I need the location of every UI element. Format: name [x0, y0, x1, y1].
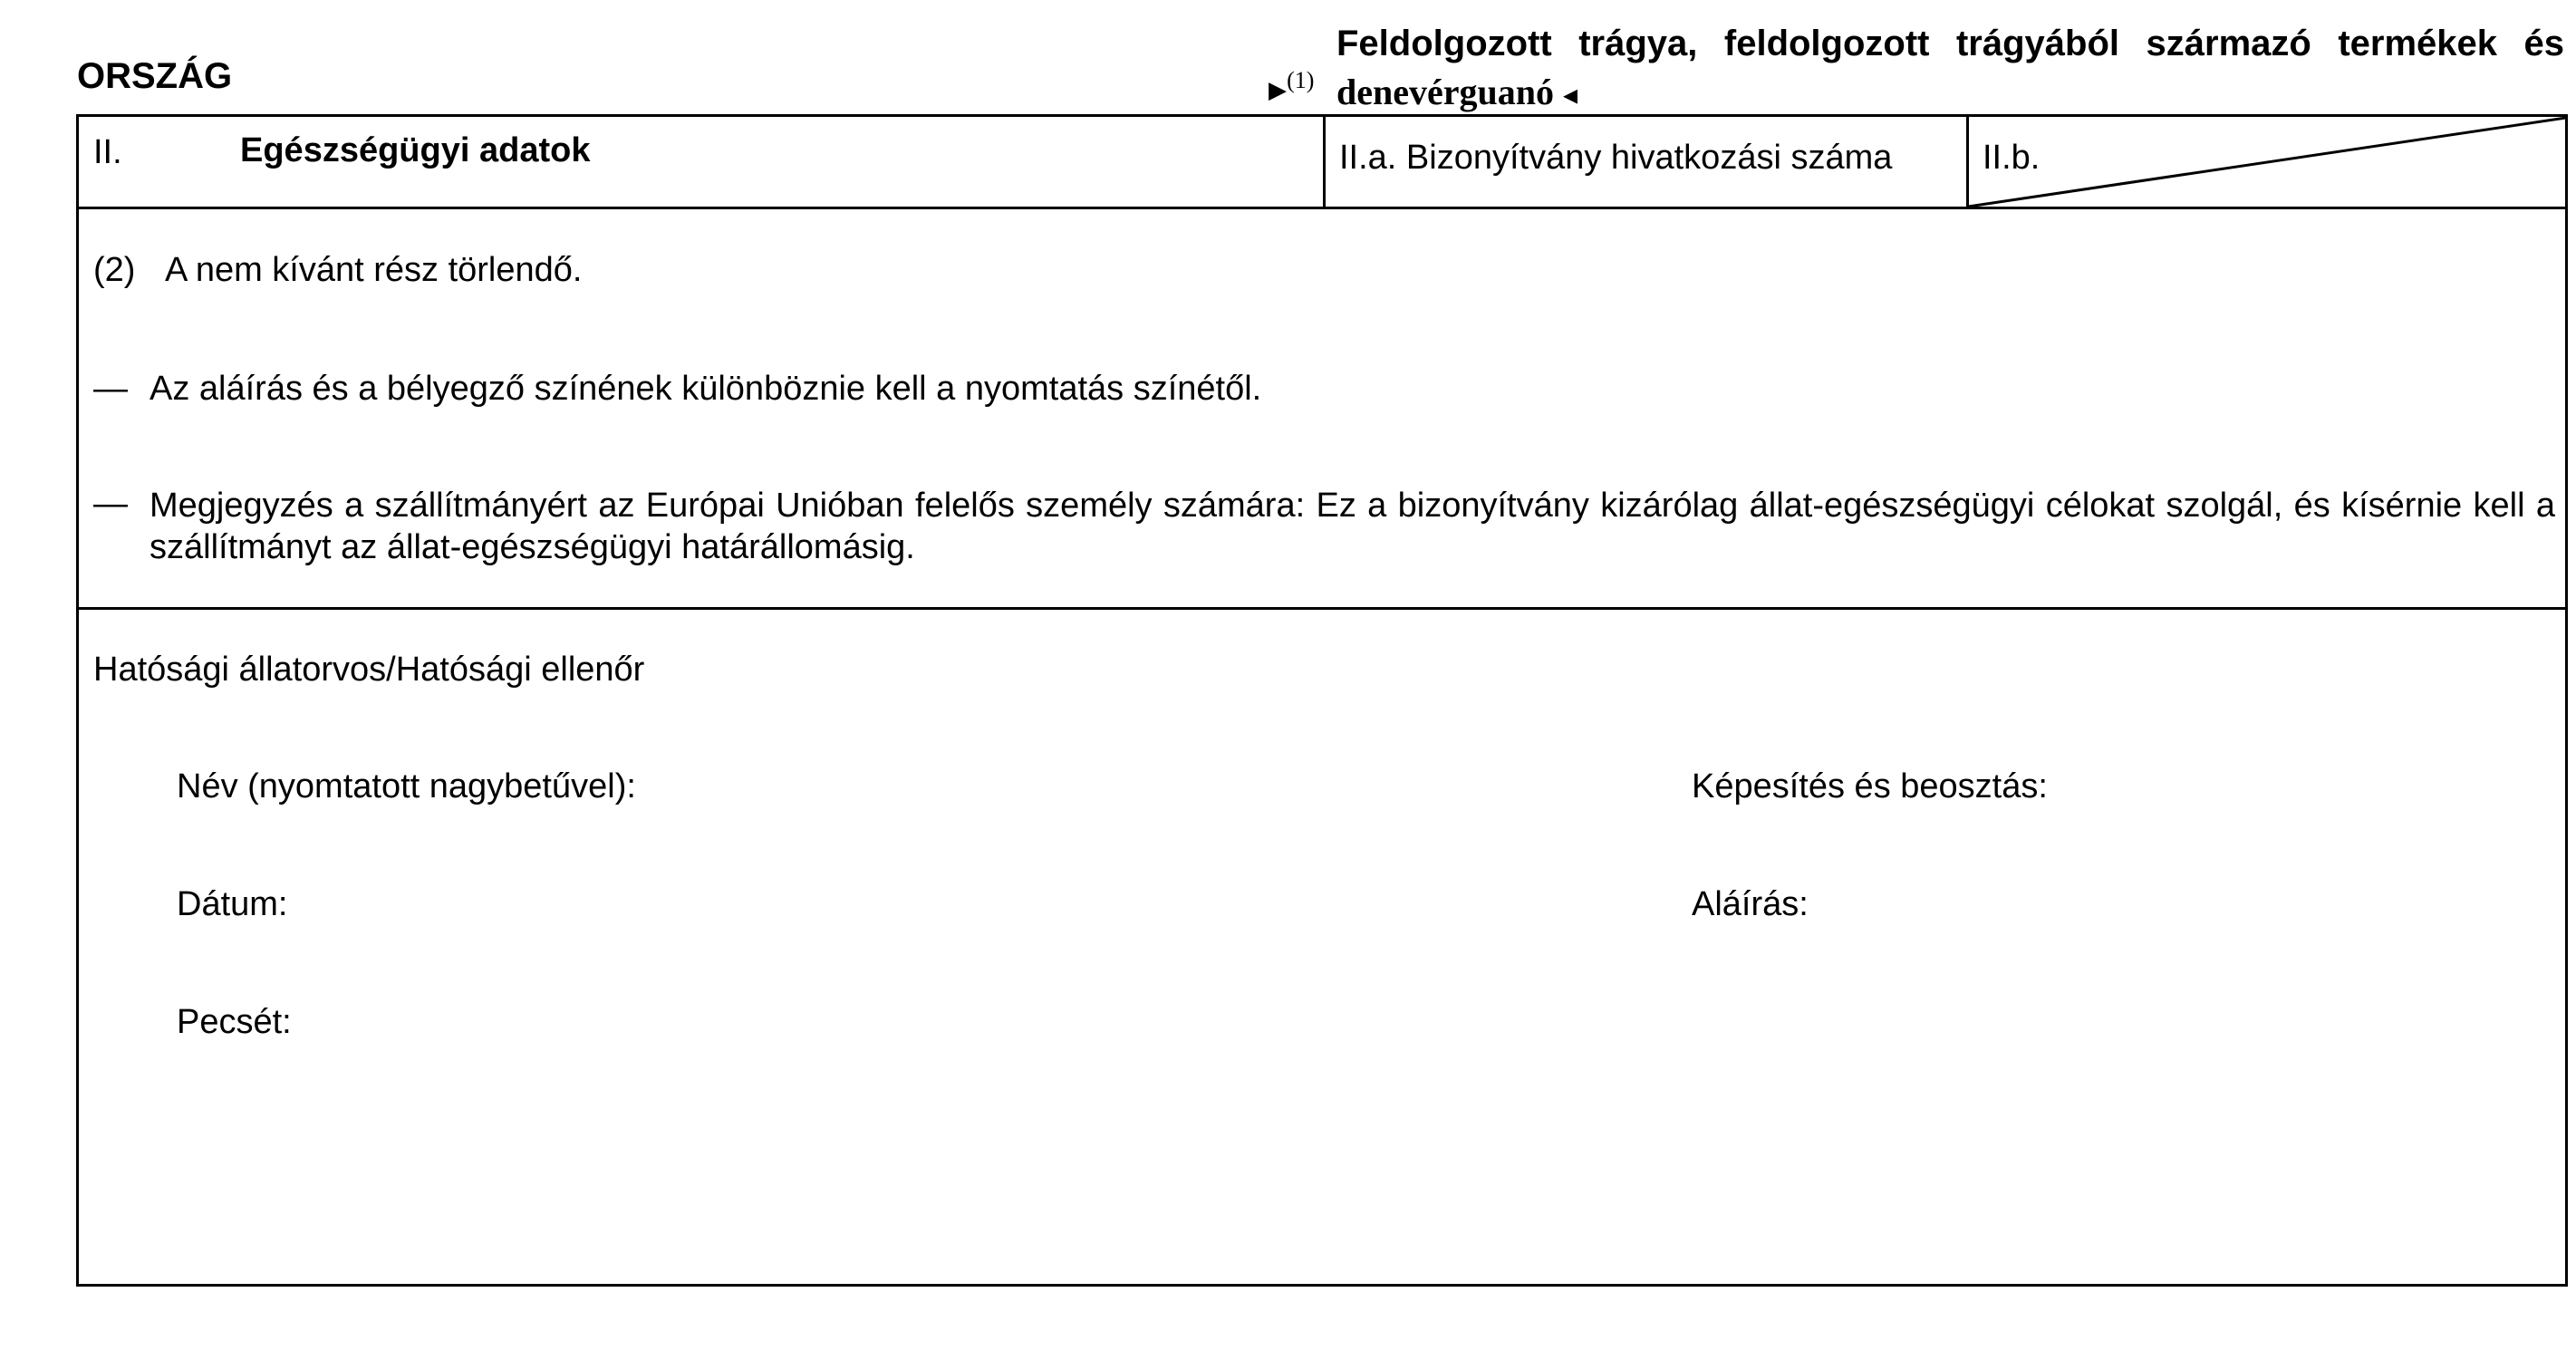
certificate-title-line2 — [1336, 71, 1577, 113]
form-frame — [76, 114, 2568, 1287]
void-diagonal-line — [1968, 116, 2566, 208]
signature-label: Aláírás: — [1692, 885, 1809, 923]
section-title: Egészségügyi adatok — [240, 131, 591, 169]
note-1-text: Az aláírás és a bélyegző színének különböznie kell a nyomtatás színétől. — [150, 370, 1262, 408]
name-label: Név (nyomtatott nagybetűvel): — [177, 767, 636, 805]
start-marker: ▸ — [1269, 69, 1288, 110]
qualification-label: Képesítés és beosztás: — [1692, 767, 2048, 805]
official-heading: Hatósági állatorvos/Hatósági ellenőr — [93, 651, 645, 689]
note-2-text: Megjegyzés a szállítmányért az Európai Unióban felelős személy számára: Ez a bizonyítvány kizárólag állat-egészségügyi célokat szolgál, és kísérnie kell a szállítmányt az állat-egészségügyi határállomásig. — [150, 487, 2555, 566]
date-label: Dátum: — [177, 885, 288, 923]
stamp-label: Pecsét: — [177, 1003, 292, 1041]
footnote-2-number: (2) — [93, 251, 136, 289]
reference-b-label: II.b. — [1983, 139, 2041, 177]
note-1-dash: — — [93, 370, 128, 408]
footnote-2 — [93, 251, 582, 290]
certificate-title-line1: Feldolgozott trágya, feldolgozott trágyából származó termékek és — [1336, 24, 2564, 63]
header-col-divider-1 — [1323, 114, 1326, 209]
notes-section-divider — [76, 607, 2568, 610]
certificate-reference-label: II.a. Bizonyítvány hivatkozási száma — [1339, 139, 1893, 177]
certificate-title-line2-text: denevérguanó — [1336, 72, 1554, 112]
footnote-2-text: A nem kívánt rész törlendő. — [165, 251, 583, 289]
section-number: II. — [93, 133, 122, 171]
footnote-reference — [1269, 67, 1314, 110]
end-marker: ◂ — [1563, 77, 1578, 111]
footnote-ref-number: (1) — [1287, 67, 1315, 93]
note-2-dash: — — [93, 485, 128, 523]
country-label: ORSZÁG — [77, 56, 233, 96]
